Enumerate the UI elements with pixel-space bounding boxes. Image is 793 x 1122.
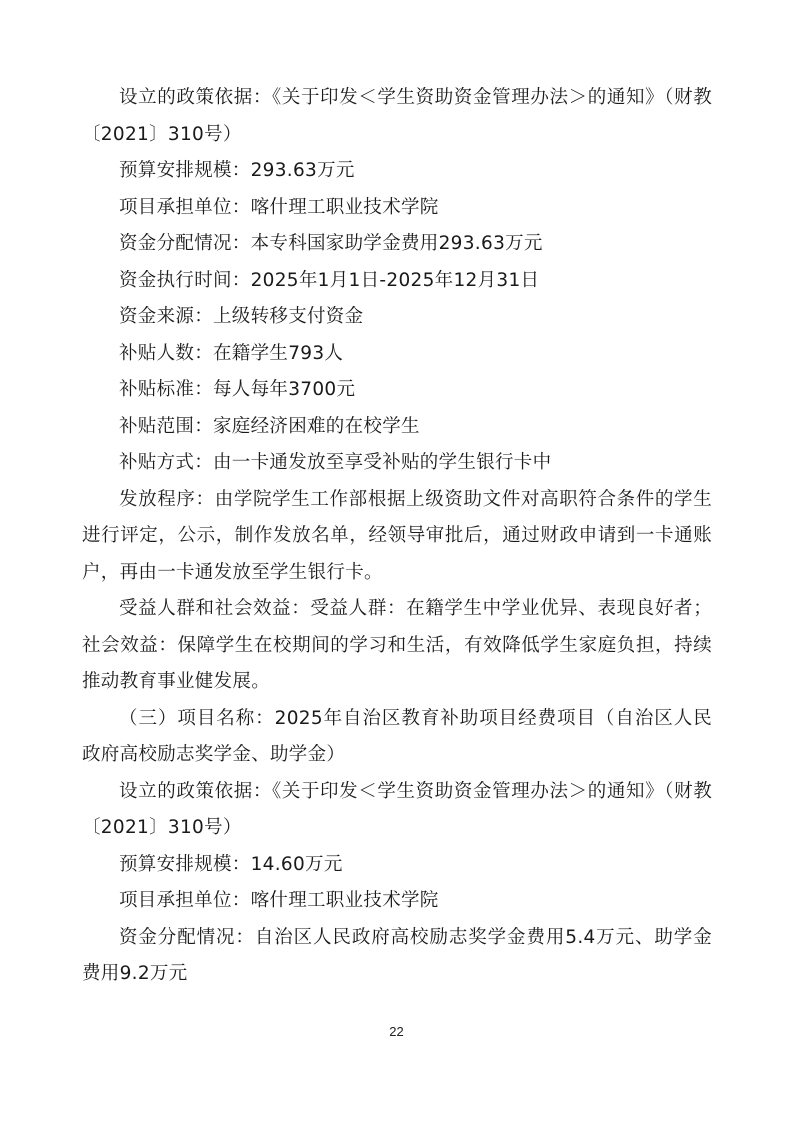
- subsidy-count-paragraph: 补贴人数：在籍学生793人: [119, 342, 344, 364]
- fund-source-paragraph: 资金来源：上级转移支付资金: [119, 306, 364, 327]
- document-body: [82, 80, 712, 993]
- budget-scale-paragraph-2: 预算安排规模：14.60万元: [119, 853, 343, 875]
- distribution-procedure-paragraph: 发放程序：由学院学生工作部根据上级资助文件对高职符合条件的学生进行评定，公示，制作发放名单，经领导审批后，通过财政申请到一卡通账户，再由一卡通发放至学生银行卡。: [82, 488, 712, 583]
- policy-basis-paragraph: 设立的政策依据：《关于印发＜学生资助资金管理办法＞的通知》（财教〔2021〕310号）: [82, 87, 712, 145]
- responsible-unit-paragraph-2: 项目承担单位：喀什理工职业技术学院: [119, 890, 439, 911]
- beneficiaries-paragraph: 受益人群和社会效益：受益人群：在籍学生中学业优异、表现良好者；社会效益：保障学生在校期间的学习和生活，有效降低学生家庭负担，持续推动教育事业健发展。: [82, 598, 712, 692]
- page-number: 22: [389, 1024, 404, 1039]
- project-name-heading: （三）项目名称：2025年自治区教育补助项目经费项目（自治区人民政府高校励志奖学金、助学金）: [82, 707, 712, 765]
- policy-basis-paragraph-2: 设立的政策依据：《关于印发＜学生资助资金管理办法＞的通知》（财教〔2021〕310号）: [82, 780, 712, 838]
- responsible-unit-paragraph: 项目承担单位：喀什理工职业技术学院: [119, 196, 439, 218]
- subsidy-method-paragraph: 补贴方式：由一卡通发放至享受补贴的学生银行卡中: [119, 452, 552, 473]
- fund-allocation-paragraph-2: 资金分配情况：自治区人民政府高校励志奖学金费用5.4万元、助学金费用9.2万元: [82, 926, 712, 984]
- execution-time-paragraph: 资金执行时间：2025年1月1日-2025年12月31日: [119, 269, 540, 291]
- budget-scale-paragraph: 预算安排规模：293.63万元: [119, 160, 355, 181]
- subsidy-standard-paragraph: 补贴标准：每人每年3700元: [119, 379, 356, 400]
- fund-allocation-paragraph: 资金分配情况：本专科国家助学金费用293.63万元: [119, 233, 543, 254]
- subsidy-scope-paragraph: 补贴范围：家庭经济困难的在校学生: [119, 415, 420, 437]
